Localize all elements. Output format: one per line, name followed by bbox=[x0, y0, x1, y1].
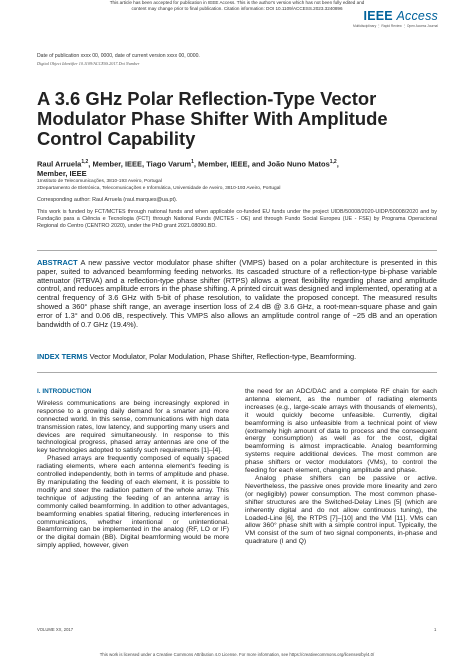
index-terms bbox=[37, 352, 437, 361]
abstract-text: A new passive vector modulator phase shifter (VMPS) based on a polar architecture is presented in this paper, suited to advanced beamforming feeding networks. Its cascaded structure of a reflection-type bi-phase variable attenuator (RTBVA) and a reflection-type phase shifter (RTPS) allows a great flexibility regarding phase and amplitude control, and reduces amplitude errors in the phase shifting. A printed circuit was designed and implemented, operating at a central frequency of 3.6 GHz with 5-bit of phase resolution, to validate the proposed concept. The measured results showed a 360° phase shift range, an average insertion loss of 2.4 dB @ 3.6 GHz, a root-mean-square phase and gain error of 1.3° and 0.06 dB, respectively. This VMPS also allows an amplitude control range of ~25 dB and an operation bandwidth of 0.7 GHz (19.4%). bbox=[37, 258, 437, 329]
paragraph: the need for an ADC/DAC and a complete RF chain for each antenna element, as the number of radiating elements increases (e.g., large-scale arrays with thousands of elements), it would quickly become unfeasible. Currently, digital beamforming is also unfeasible from a technical point of view (extremely high amount of data to process and the consequent energy consumption) as well as for the cost, digital beamforming is almost impracticable. Analog beamforming systems require additional devices. The most common are phase shifters or vector modulators (VMs), to control the feeding for each element, changing amplitude and phase. bbox=[245, 388, 437, 475]
publication-date: Date of publication xxxx 00, 0000, date of current version xxxx 00, 0000. bbox=[37, 53, 200, 59]
page-number: 1 bbox=[434, 627, 437, 632]
index-terms-label: INDEX TERMS bbox=[37, 352, 88, 361]
corresponding-author: Corresponding author: Raul Arruela (raul.marques@ua.pt). bbox=[37, 197, 178, 203]
paragraph: Phased arrays are frequently composed of equally spaced radiating elements, where each antenna element's feeding is controlled independently, both in terms of amplitude and phase. By manipulating the feeding of each element, it is possible to modify and steer the radiation pattern of the whole array. This technique of adjusting the feeding of an antenna array is commonly called beamforming. In addition to other advantages, beamforming enables spatial filtering, reducing interferences in communications, whether intentional or unintentional. Beamforming can be implemented in the analog (RF, LO or IF) or the digital domain (BB). Digital beamforming would be more simply applied, however, given bbox=[37, 455, 229, 550]
logo-product: Access bbox=[396, 9, 438, 23]
column-left bbox=[37, 388, 229, 550]
logo-tagline: Multidisciplinary ⋮ Rapid Review ⋮ Open Access Journal bbox=[352, 24, 438, 28]
author-line-2: Member, IEEE bbox=[37, 168, 87, 178]
ieee-access-logo bbox=[353, 9, 438, 28]
abstract bbox=[37, 259, 437, 329]
publication-notice-line-1: This article has been accepted for publication in IEEE Access. This is the author's version which has not been fully edited and bbox=[109, 0, 365, 5]
paragraph: Wireless communications are being increasingly explored in response to a growing daily demand for a smarter and more connected world. In this sense, communications with high data transmission rates, low latency, and supporting many users and devices are required simultaneously. In response to this technological progress, phased array antennas are one of the key technologies adopted to satisfy such requirements [1]–[4]. bbox=[37, 399, 229, 455]
affiliation-2: 2Departamento de Eletrónica, Telecomunicações e Informática, Universidade de Aveiro, 3810-193 Aveiro, Portugal bbox=[37, 186, 281, 191]
index-terms-text: Vector Modulator, Polar Modulation, Phase Shifter, Reflection-type, Beamforming. bbox=[89, 352, 357, 361]
affiliation-1: 1Instituto de Telecomunicações, 3810-193 Aveiro, Portugal bbox=[37, 179, 162, 184]
funding-statement: This work is funded by FCT/MCTES through national funds and when applicable co-funded EU funds under the project UIDB/50008/2020-UIDP/50008/2020 and by Fundação para a Ciência e Tecnologia (FCT) through National Funds (MCTES - OE) and through Fundo Social Europeu (UE - FSE) by Programa Operacional Regional do Centro (CENTRO 2020), under the PhD grant 2021.08090.BD. bbox=[37, 209, 437, 229]
paper-title: A 3.6 GHz Polar Reflection-Type Vector Modulator Phase Shifter With Amplitude Control Capability bbox=[37, 88, 388, 150]
divider-bottom bbox=[37, 372, 437, 373]
publication-notice-line-2: content may change prior to final publication. Citation information: DOI 10.1109/ACCESS.2023.3240896 bbox=[131, 6, 343, 11]
logo-brand: IEEE bbox=[363, 9, 393, 23]
divider-top bbox=[37, 250, 437, 251]
paragraph: Analog phase shifters can be passive or active. Nevertheless, the passive ones provide more linearity and zero (or negligibly) power consumption. The most common phase-shifter structures are the Switched-Delay Lines [5] (which are inherently digital and do not allow continuous tuning), the Loaded-Line [6], the RTPS [7]–[10] and the VM [11]. VMs can allow 360° phase shift with a simple control input. Typically, the VM consist of the sum of two signal components, in-phase and quadrature (I and Q) bbox=[245, 474, 437, 546]
section-heading: I. INTRODUCTION bbox=[37, 388, 92, 395]
author-line-1: Raul Arruela$^{1,2}$, Member, IEEE, Tiago Varum$^1$, Member, IEEE, and João Nuno Matos$^{1,2}$, bbox=[37, 159, 339, 169]
volume-info: VOLUME XX, 2017 bbox=[37, 627, 74, 632]
author-list bbox=[37, 158, 437, 178]
abstract-label: ABSTRACT bbox=[37, 258, 78, 267]
license-notice: This work is licensed under a Creative Commons Attribution 4.0 License. For more information, see https://creativecommons.org/licenses/by/4.0/ bbox=[99, 652, 375, 657]
doi-line: Digital Object Identifier 10.1109/ACCESS.2017.Doi Number bbox=[37, 61, 140, 66]
logo-wordmark bbox=[353, 9, 438, 23]
column-right bbox=[245, 388, 437, 546]
